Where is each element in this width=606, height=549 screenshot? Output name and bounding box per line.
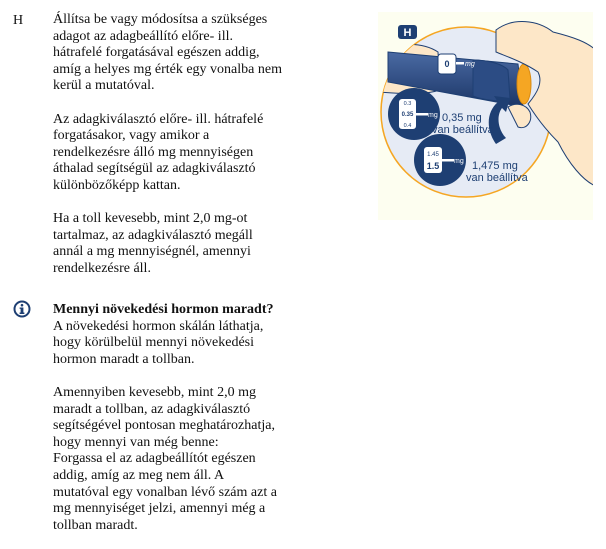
step-instructions bbox=[53, 12, 353, 278]
callout-1475-scale-value: 1.5 bbox=[426, 161, 440, 171]
info-section bbox=[53, 302, 353, 534]
callout-035-scale-bottom: 0.4 bbox=[403, 123, 412, 129]
callout-035-scale-value: 0.35 bbox=[401, 112, 414, 118]
step-paragraph: Az adagkiválasztó előre- ill. hátrafelé forgatásakor, vagy amikor a rendelkezésre álló mg mennyiségen áthalad segítségül az adagkiválasztó különbözőképp kattan. bbox=[53, 111, 264, 193]
step-marker: H bbox=[13, 13, 24, 28]
callout-1475-status: van beállítva bbox=[466, 172, 528, 184]
step-badge-letter: H bbox=[403, 27, 412, 39]
callout-035-status: van beállítva bbox=[432, 124, 494, 136]
info-paragraph: Amennyiben kevesebb, mint 2,0 mg maradt a tollban, az adagkiválasztó segítségével pontosan meghatározhatja, hogy mennyi van még benne: Forgassa el az adagbeállítót egészen addig, amíg az meg nem áll. A mutatóval egy vonalban lévő szám azt a mg mennyiséget jelzi, amennyi még a tollban maradt. bbox=[53, 384, 277, 533]
dose-selector bbox=[517, 64, 531, 104]
callout-035-amount: 0,35 mg bbox=[442, 112, 482, 124]
pen-window-unit: mg bbox=[465, 61, 475, 68]
callout-1475-scale-top: 1.45 bbox=[427, 152, 439, 158]
callout-035-scale-top: 0.3 bbox=[403, 101, 412, 107]
callout-035-unit: mg bbox=[428, 112, 438, 119]
pen-dose-illustration bbox=[378, 12, 593, 220]
info-heading: Mennyi növekedési hormon maradt? bbox=[53, 302, 274, 317]
callout-1475-amount: 1,475 mg bbox=[472, 160, 518, 172]
info-icon bbox=[13, 300, 31, 318]
step-paragraph: Ha a toll kevesebb, mint 2,0 mg-ot tartalmaz, az adagkiválasztó megáll annál a mg mennyiségnél, amennyi rendelkezésre áll. bbox=[53, 211, 253, 276]
info-paragraph: A növekedési hormon skálán láthatja, hogy körülbelül mennyi növekedési hormon maradt a tollban. bbox=[53, 318, 264, 367]
step-paragraph: Állítsa be vagy módosítsa a szükséges adagot az adagbeállító előre- ill. hátrafelé forgatásával egészen addig, amíg a helyes mg érték egy vonalba nem kerül a mutatóval. bbox=[53, 12, 282, 94]
callout-1475-unit: mg bbox=[454, 158, 464, 165]
pen-window-value: 0 bbox=[444, 59, 450, 69]
